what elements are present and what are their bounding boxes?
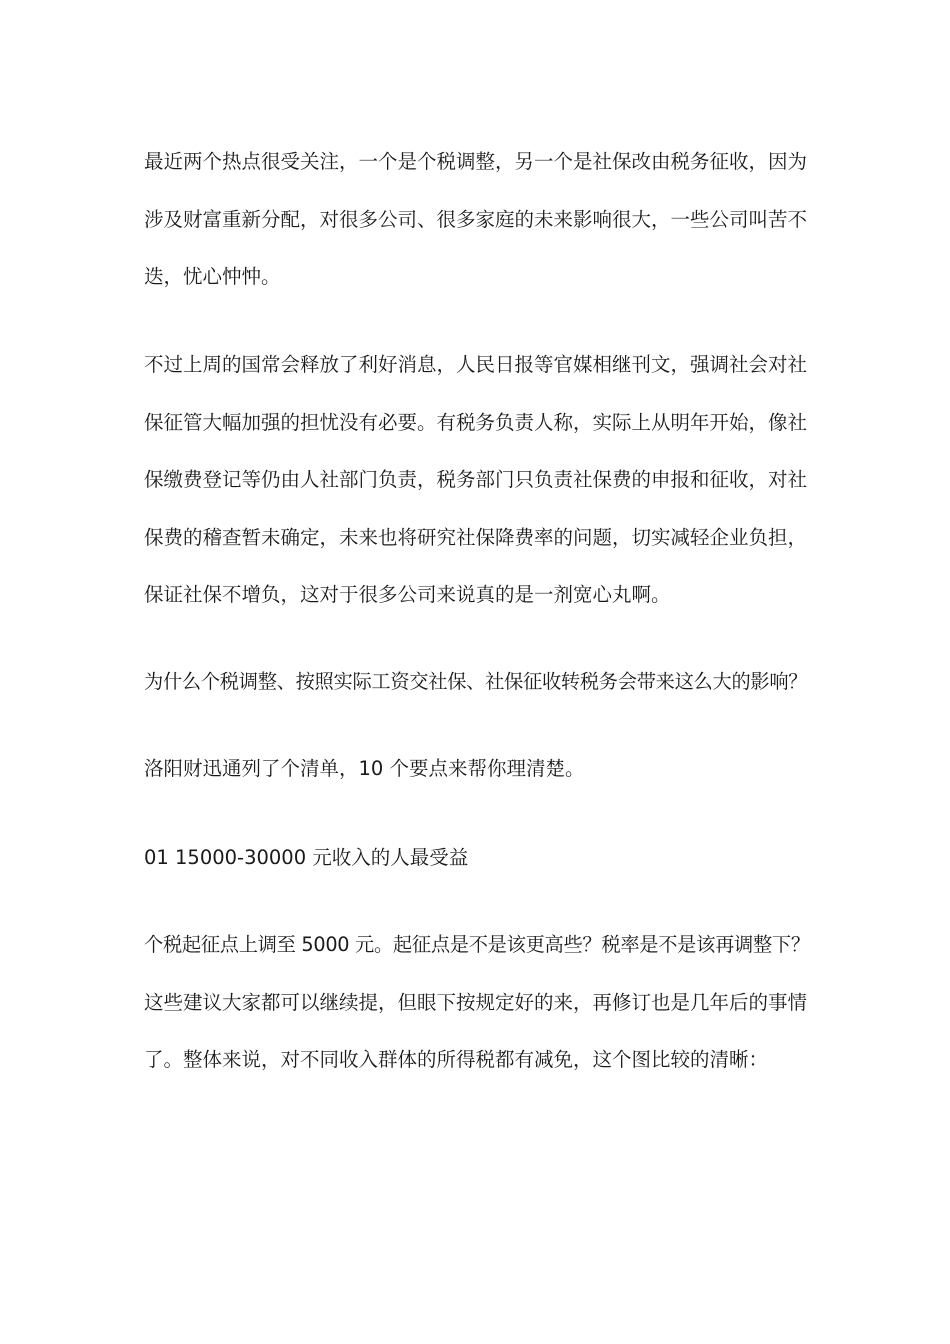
text-line: 为什么个税调整、按照实际工资交社保、社保征收转税务会带来这么大的影响？ xyxy=(144,670,808,693)
text-line: 保费的稽查暂未确定，未来也将研究社保降费率的问题，切实减轻企业负担， xyxy=(144,525,808,549)
text-line: 了。整体来说，对不同收入群体的所得税都有减免，这个图比较的清晰： xyxy=(144,1048,769,1071)
text-line: 洛阳财迅通列了个清单，10 个要点来帮你理清楚。 xyxy=(144,757,585,780)
paragraph-list-intro xyxy=(144,740,814,798)
text-line: 保证社保不增负，这对于很多公司来说真的是一剂宽心丸啊。 xyxy=(144,583,671,606)
text-line: 个税起征点上调至 5000 元。起征点是不是该更高些？税率是不是该再调整下？ xyxy=(144,933,810,956)
section-heading-01 xyxy=(144,829,814,887)
text-line: 01 15000-30000 元收入的人最受益 xyxy=(144,846,469,869)
paragraph-intro xyxy=(144,133,814,306)
text-line: 最近两个热点很受关注，一个是个税调整，另一个是社保改由税务征收，因为 xyxy=(144,150,808,173)
text-line: 保征管大幅加强的担忧没有必要。有税务负责人称，实际上从明年开始，像社 xyxy=(144,410,808,434)
paragraph-question xyxy=(144,653,814,711)
text-line: 这些建议大家都可以继续提，但眼下按规定好的来，再修订也是几年后的事情 xyxy=(144,990,808,1014)
text-line: 迭，忧心忡忡。 xyxy=(144,265,281,288)
text-line: 保缴费登记等仍由人社部门负责，税务部门只负责社保费的申报和征收，对社 xyxy=(144,468,808,491)
text-line: 不过上周的国常会释放了利好消息，人民日报等官媒相继刊文，强调社会对社 xyxy=(144,353,808,376)
paragraph-policy-news xyxy=(144,336,814,624)
paragraph-tax-threshold xyxy=(144,916,814,1089)
text-line: 涉及财富重新分配，对很多公司、很多家庭的未来影响很大，一些公司叫苦不 xyxy=(144,207,808,231)
